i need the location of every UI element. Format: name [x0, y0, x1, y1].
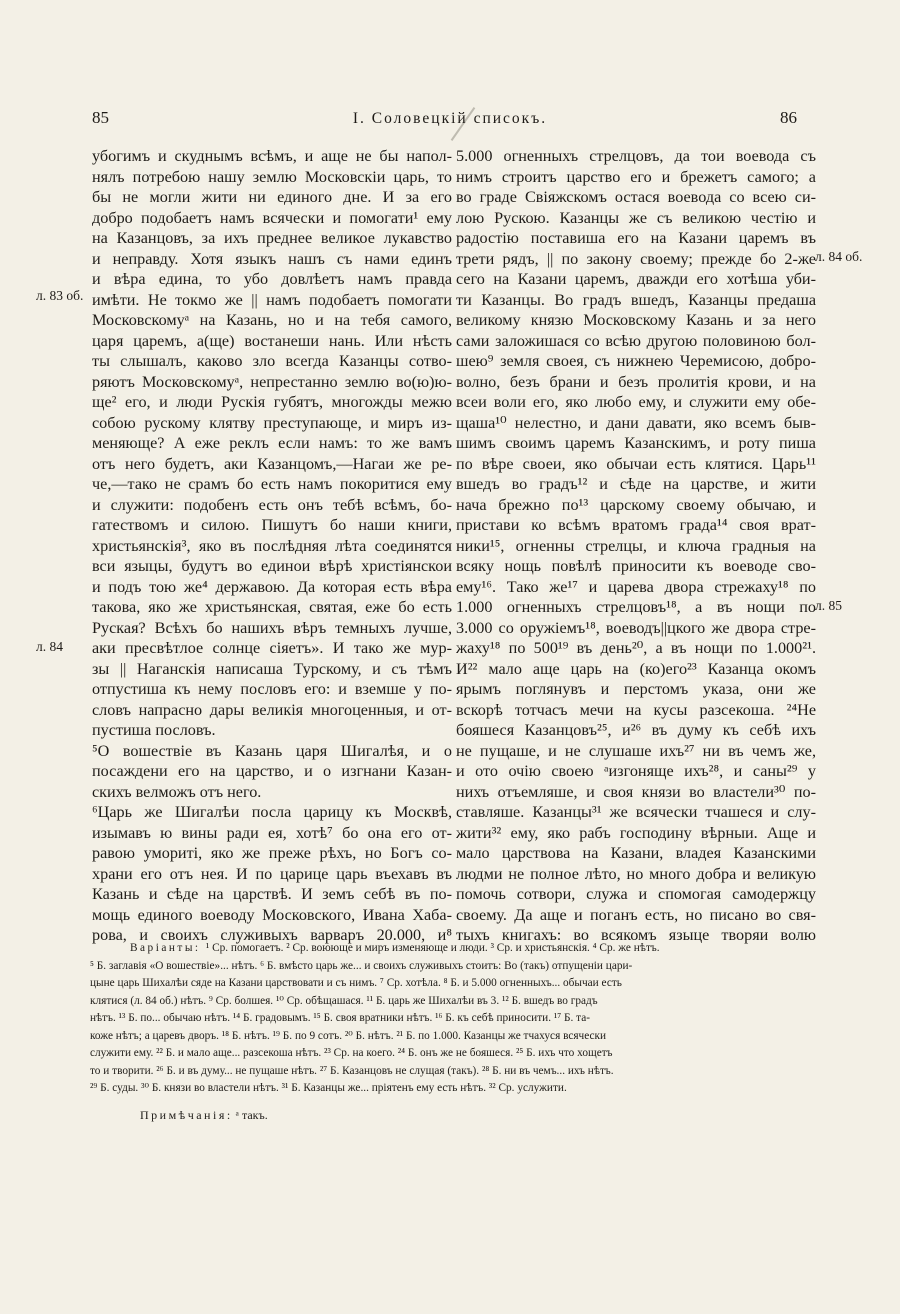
page-number-right: 86 — [780, 108, 797, 127]
text-line: 1.000 огненныхъ стрелцовъ¹⁸, а въ нощи по — [456, 598, 816, 616]
text-line: аки пресвѣтлое солнце сіяетъ». И тако же мур- — [92, 639, 452, 657]
text-line: Московскомуᵃ на Казань, но и на тебя самого, — [92, 311, 452, 329]
variant-text: ²⁹ Б. суды. ³⁰ Б. князи во властели нѣтъ. ³¹ Б. Казанцы же... пріятенъ ему есть нѣтъ. ³² Ср. услужити. — [90, 1082, 567, 1094]
text-line: вси языцы, будутъ во единои вѣрѣ христіянскои — [92, 557, 452, 575]
text-line: имѣти. Не токмо же || намъ подобаетъ помогати — [92, 290, 452, 309]
text-line: нялъ потребою нашу землю Московскіи царь, то — [92, 167, 452, 186]
text-line: добро подобаетъ намъ всячески и помогати¹ ему — [92, 208, 452, 227]
variant-line — [90, 993, 752, 1011]
right-column-body — [456, 146, 816, 946]
text-line: людми не полное лѣто, но много добра и великую — [456, 864, 816, 883]
remarks-block — [140, 1108, 268, 1123]
text-line: Руская? Всѣхъ бо нашихъ вѣръ темныхъ лучше, — [92, 618, 452, 637]
text-line: во граде Свіяжскомъ остася воевода со всею си- — [456, 188, 816, 206]
text-line: изымавъ ю вины ради ея, хотѣ⁷ бо она его от- — [92, 823, 452, 842]
variant-text: клятися (л. 84 об.) нѣтъ. ⁹ Ср. болшея. ¹⁰ Ср. обѣщашася. ¹¹ Б. царь же Шихалѣи въ 3. ¹² Б. вшедъ во градъ — [90, 994, 598, 1007]
text-line: нимъ строитъ царство его и брежетъ самого; а — [456, 167, 816, 186]
running-title: I. Соловецкій списокъ. — [352, 110, 548, 127]
variants-lines — [90, 940, 752, 1098]
text-line: 3.000 со оружіемъ¹⁸, воеводъ||цкого же двора стре- — [456, 618, 816, 637]
text-line: и служити: подобенъ есть онъ тебѣ всѣмъ, бо- — [92, 495, 452, 514]
heading-line: скихъ велможъ отъ него. — [92, 782, 262, 801]
heading-line: посаждени его на царство, и о изгнани Казан- — [92, 762, 452, 780]
variant-line — [90, 1063, 752, 1081]
text-line: вшедъ во градъ¹² и сѣде на царстве, и жити — [456, 475, 816, 493]
text-line: собою рускому клятву преступающе, и миръ из- — [92, 413, 452, 432]
text-line: жаху¹⁸ по 500¹⁹ въ день²⁰, а въ нощи по 1.000²¹. — [456, 639, 816, 657]
left-column — [92, 146, 452, 946]
variant-text: коже нѣтъ; а царевъ дворъ. ¹⁸ Б. нѣтъ. ¹⁹ Б. по 9 сотъ. ²⁰ Б. нѣтъ. ²¹ Б. по 1.000. Казанцы же тчахуся всячески — [90, 1029, 607, 1042]
variant-text: цыне царь Шихалѣи сяде на Казани царствовати и съ нимъ. ⁷ Ср. хотѣла. ⁸ Б. и 5.000 огненныхъ... обычаи есть — [90, 977, 622, 989]
text-line: своему. Да аще и поганъ есть, но писано во свя- — [456, 905, 816, 924]
text-line: ники¹⁵, огненны стрелцы, и ключа градныя на — [456, 536, 816, 555]
text-line: и неправду. Хотя языкъ нашъ съ нами единъ — [92, 249, 452, 268]
text-line: бы не могли жити ни единого дне. И за его — [92, 188, 452, 206]
text-line: щаша¹⁰ нелестно, и дани давати, яко всемъ быв- — [456, 413, 816, 432]
text-line: помочь сотвори, служа и спомогая самодержцу — [456, 885, 816, 903]
margin-reference: л. 83 об. — [36, 288, 84, 303]
margin-reference: л. 84 об. — [815, 249, 863, 264]
variant-line — [90, 975, 752, 993]
text-line: бояшеся Казанцовъ²⁵, и²⁶ въ думу къ себѣ ихъ — [456, 721, 816, 739]
text-line: не пущаше, и не слушаше ихъ²⁷ ни въ чемъ же, — [456, 741, 816, 760]
running-head — [0, 108, 900, 140]
text-line: царя царемъ, а(ще) востанеши нань. Или нѣсть — [92, 331, 452, 350]
text-line: ты слышалъ, каково зло всегда Казанцы сотво- — [92, 352, 452, 370]
text-line: ему¹⁶. Тако же¹⁷ и царева двора стрежаху¹⁸ по — [456, 577, 816, 596]
variant-line — [90, 940, 752, 958]
text-line: великому князю Московскому Казань и за него — [456, 311, 816, 329]
text-line: по вѣре своеи, яко обычаи есть клятися. Царь¹¹ — [456, 454, 816, 473]
variant-line — [90, 1028, 752, 1046]
text-line: всяку нощь повѣлѣ приносити къ воеводе сво- — [456, 557, 816, 575]
text-line: радостію поставиша его на Казани царемъ въ — [456, 229, 816, 247]
text-line: на Казанцовъ, за ихъ преднее великое лукавство — [92, 229, 452, 247]
text-line: ти Казанцы. Во градъ вшедъ, Казанцы предаша — [456, 290, 816, 309]
remarks-text: ᵃ такъ. — [235, 1108, 268, 1122]
margin-reference: л. 84 — [36, 639, 63, 654]
text-line: ярымъ поглянувъ и перстомъ указа, они же — [456, 680, 816, 698]
text-line: И²² мало аще царь на (ко)его²³ Казанца окомъ — [456, 659, 816, 678]
left-column-body — [92, 146, 452, 741]
text-line: че,—тако не срамъ бо есть намъ покоритися ему — [92, 475, 452, 493]
remarks-label: Примѣчанія: — [140, 1108, 233, 1122]
text-line: и вѣра едина, то убо довлѣетъ намъ правда — [92, 270, 452, 288]
text-line: жити³² ему, яко рабъ господину вѣрныи. Аще и — [456, 823, 816, 842]
page-number-left: 85 — [92, 108, 109, 127]
text-line: лою Рускою. Казанцы же съ великою честію и — [456, 208, 816, 227]
text-line: гатествомъ и силою. Пишутъ бо наши книги, — [92, 516, 452, 534]
text-line: трети рядъ, || по закону своему; прежде бо 2-же — [456, 249, 816, 268]
variant-text: ¹ Ср. помогаетъ. ² Ср. воююще и миръ изменяюще и люди. ³ Ср. и христьянскія. ⁴ Ср. же нѣтъ. — [205, 942, 660, 954]
text-line: пристави ко всѣмъ вратомъ града¹⁴ своя врат- — [456, 516, 816, 534]
chapter-heading — [92, 741, 452, 803]
variants-block — [90, 940, 752, 1098]
left-column-body-2 — [92, 802, 452, 946]
text-line: ще² его, и люди Рускія губятъ, многожды межю — [92, 393, 452, 411]
variant-line — [90, 1045, 752, 1063]
text-line: пустиша пословъ. — [92, 721, 216, 739]
text-line: христьянскія³, яко въ послѣдняя лѣта соединятся — [92, 536, 452, 555]
text-line: ряютъ Московскомуᵃ, непрестанно землю во(ю)ю- — [92, 372, 452, 391]
text-line: словъ напрасно дары великія многоценныя, и от- — [92, 700, 452, 719]
variant-text: служити ему. ²² Б. и мало аще... разсекоша нѣтъ. ²³ Ср. на коего. ²⁴ Б. онъ же не бояшеся. ²⁵ Б. ихъ что хощетъ — [90, 1047, 613, 1059]
text-line: Казань и сѣде на царствѣ. И земъ себѣ въ по- — [92, 885, 452, 903]
text-line: убогимъ и скуднымъ всѣмъ, и аще не бы напол- — [92, 147, 452, 165]
variant-text: то и творити. ²⁶ Б. и въ думу... не пущаше нѣтъ. ²⁷ Б. Казанцовъ не слущая (такъ). ²⁸ Б. ни въ чемъ... ихъ нѣтъ. — [90, 1064, 614, 1077]
text-line: сего на Казани царемъ, дважди его хотѣша уби- — [456, 270, 816, 288]
heading-line: ⁵О вошествіе въ Казань царя Шигалѣя, и о — [92, 741, 452, 760]
text-line: тыхъ книгахъ: во всякомъ языце творяи волю — [456, 926, 816, 944]
text-line: шею⁹ земля своея, съ нижнею Черемисою, добро- — [456, 352, 816, 370]
text-line: 5.000 огненныхъ стрелцовъ, да тои воевода съ — [456, 147, 816, 165]
right-column — [456, 146, 816, 946]
margin-reference: л. 85 — [815, 598, 842, 613]
text-line: мощь единого воеводу Московского, Ивана Хаба- — [92, 905, 452, 924]
text-line: отъ него будетъ, аки Казанцомъ,—Нагаи же ре- — [92, 454, 452, 473]
text-line: равою умориті, яко же преже рѣхъ, но Богъ со- — [92, 844, 452, 862]
text-line: нача брежно по¹³ царскому своему обычаю, и — [456, 495, 816, 514]
text-line: мало царствова на Казани, владея Казанскими — [456, 844, 816, 862]
text-line: ставляше. Казанцы³¹ же всячески тчашеся и слу- — [456, 803, 816, 821]
text-line: шимъ своимъ царемъ Казанскимъ, и роту пиша — [456, 434, 816, 452]
text-line: нихъ отъемляше, и своя князи во властели³⁰ по- — [456, 782, 816, 801]
text-line: рова, и своихъ служивыхъ варваръ 20.000, и⁸ — [92, 926, 452, 944]
variant-line — [90, 1010, 752, 1028]
variant-text: нѣтъ. ¹³ Б. по... обычаю нѣтъ. ¹⁴ Б. градовымъ. ¹⁵ Б. своя вратники нѣтъ. ¹⁶ Б. къ себѣ приносити. ¹⁷ Б. та- — [90, 1012, 590, 1024]
variant-line — [90, 958, 752, 976]
text-line: ⁶Царь же Шигалѣи посла царицу къ Москвѣ, — [92, 803, 452, 821]
text-line: храни его отъ нея. И по царице царь въехавъ въ — [92, 864, 452, 883]
text-line: зы || Наганскія написаша Турскому, и съ тѣмъ — [92, 659, 452, 678]
text-line: такова, яко же христьянская, святая, еже бо есть — [92, 598, 452, 616]
text-line: волно, безъ брани и безъ пролитія крови, и на — [456, 372, 816, 391]
text-line: сами заложишася со всѣю другою половиною бол- — [456, 331, 816, 350]
variant-text: ⁵ Б. заглавія «О вошествіе»... нѣтъ. ⁶ Б. вмѣсто царь же... и своихъ служивыхъ стоитъ: Во (такъ) отпущеніи цари- — [90, 959, 633, 972]
variant-line — [90, 1080, 752, 1098]
text-line: и ото очію своею ᵃизгоняще ихъ²⁸, и саны²⁹ у — [456, 762, 816, 780]
text-line: вскорѣ тотчасъ мечи на кусы разсекоша. ²⁴Не — [456, 700, 816, 719]
variants-label: Варіанты: — [130, 942, 206, 954]
text-line: меняюще? А еже реклъ если намъ: то же вамъ — [92, 434, 452, 452]
text-line: отпустиша къ нему пословъ его: и вземше у по- — [92, 680, 452, 698]
text-line: всеи воли его, яко любо ему, и служити ему обе- — [456, 393, 816, 411]
text-line: и подъ тою же⁴ державою. Да которая есть вѣра — [92, 577, 452, 596]
